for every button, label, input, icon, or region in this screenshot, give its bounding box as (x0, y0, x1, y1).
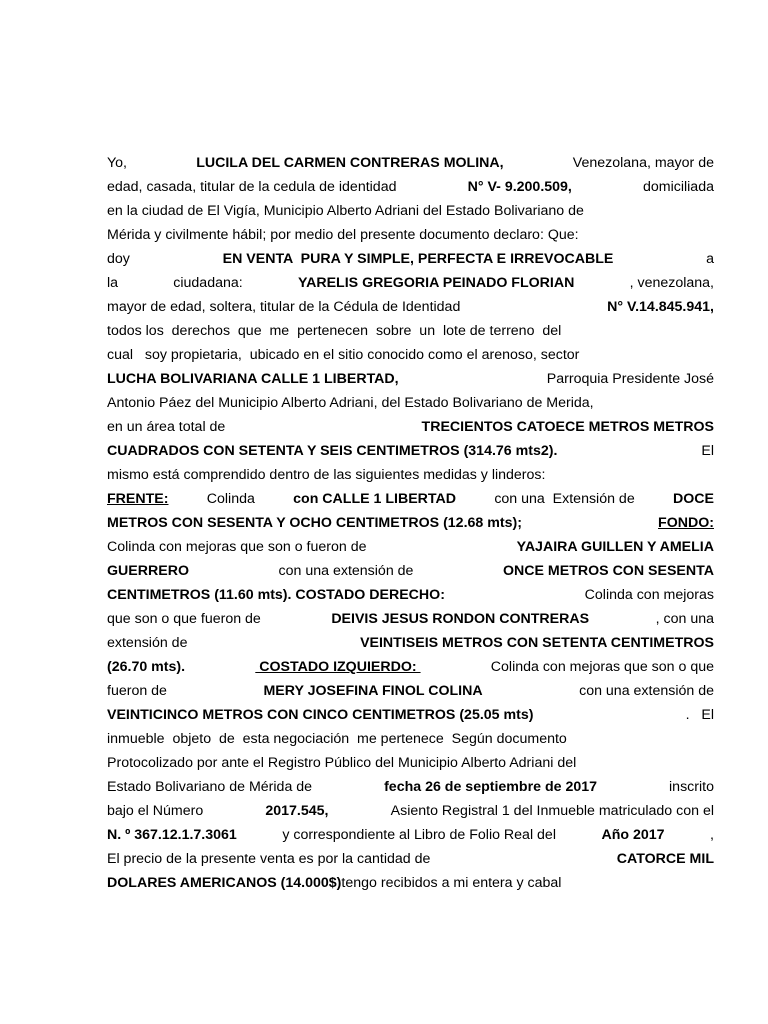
bold-text-segment: METROS CON SESENTA Y OCHO CENTIMETROS (12.68 mts); (107, 515, 522, 531)
text-line (107, 271, 714, 295)
bold-text-segment: Año 2017 (601, 827, 665, 843)
text-line (107, 439, 714, 463)
text-line (107, 655, 714, 679)
text-line (107, 415, 714, 439)
bold-text-segment: DOCE (672, 491, 714, 507)
bold-text-segment: DOLARES AMERICANOS (14.000$) (107, 875, 342, 891)
text-segment: cual soy propietaria, ubicado en el sitio conocido como el arenoso, sector (107, 347, 580, 363)
text-line (107, 295, 714, 319)
text-segment: con una Extensión de (494, 491, 635, 507)
bold-text-segment: CATORCE MIL (616, 851, 714, 867)
text-line (107, 151, 714, 175)
text-segment: con una extensión de (579, 683, 714, 699)
text-segment: en un área total de (107, 419, 226, 435)
text-segment: tengo recibidos a mi entera y cabal (341, 875, 562, 891)
text-line (107, 679, 714, 703)
text-segment: , con una (655, 611, 714, 627)
text-line (107, 343, 714, 367)
bold-text-segment: N. º 367.12.1.7.3061 (107, 827, 237, 843)
text-line (107, 175, 714, 199)
text-segment: , (710, 827, 714, 843)
text-segment: Colinda con mejoras que son o fueron de (107, 539, 367, 555)
text-line (107, 823, 714, 847)
text-line (107, 607, 714, 631)
bold-text-segment: N° V- 9.200.509, (467, 179, 572, 195)
text-line (107, 535, 714, 559)
text-line (107, 871, 714, 895)
bold-text-segment: fecha 26 de septiembre de 2017 (384, 779, 598, 795)
text-segment: Colinda con mejoras (584, 587, 714, 603)
text-segment: El (701, 443, 714, 459)
text-line (107, 727, 714, 751)
bold-text-segment: con CALLE 1 LIBERTAD (293, 491, 457, 507)
text-line (107, 847, 714, 871)
bold-text-segment: VEINTISEIS METROS CON SETENTA CENTIMETROS (360, 635, 714, 651)
text-line (107, 487, 714, 511)
text-line (107, 511, 714, 535)
bold-text-segment: EN VENTA PURA Y SIMPLE, PERFECTA E IRREVOCABLE (222, 251, 614, 267)
text-line (107, 631, 714, 655)
text-segment: fueron de (107, 683, 167, 699)
text-segment: inmueble objeto de esta negociación me pertenece Según documento (107, 731, 567, 747)
bold-text-segment: 2017.545, (265, 803, 329, 819)
bold-text-segment: VEINTICINCO METROS CON CINCO CENTIMETROS (25.05 mts) (107, 707, 534, 723)
bold-text-segment: COSTADO IZQUIERDO: (255, 659, 421, 675)
text-line (107, 583, 714, 607)
text-segment: doy (107, 251, 130, 267)
bold-text-segment: CENTIMETROS (11.60 mts). COSTADO DERECHO: (107, 587, 445, 603)
text-line (107, 367, 714, 391)
text-segment: , venezolana, (629, 275, 714, 291)
text-line (107, 319, 714, 343)
text-segment: extensión de (107, 635, 188, 651)
document-body (107, 151, 714, 895)
bold-text-segment: LUCHA BOLIVARIANA CALLE 1 LIBERTAD, (107, 371, 399, 387)
text-line (107, 463, 714, 487)
text-segment: Venezolana, mayor de (572, 155, 714, 171)
text-line (107, 703, 714, 727)
bold-text-segment: YAJAIRA GUILLEN Y AMELIA (516, 539, 714, 555)
text-segment: en la ciudad de El Vigía, Municipio Alberto Adriani del Estado Bolivariano de (107, 203, 584, 219)
text-line (107, 223, 714, 247)
bold-text-segment: DEIVIS JESUS RONDON CONTRERAS (331, 611, 590, 627)
text-segment: con una extensión de (278, 563, 414, 579)
text-segment: la (107, 275, 119, 291)
text-line (107, 199, 714, 223)
text-segment: Colinda con mejoras que son o que (490, 659, 714, 675)
text-segment: que son o que fueron de (107, 611, 265, 627)
text-segment: bajo el Número (107, 803, 204, 819)
text-segment: mismo está comprendido dentro de las siguientes medidas y linderos: (107, 467, 546, 483)
text-segment: edad, casada, titular de la cedula de identidad (107, 179, 397, 195)
text-segment: El precio de la presente venta es por la cantidad de (107, 851, 431, 867)
text-segment: Yo, (107, 155, 127, 171)
bold-text-segment: FONDO: (658, 515, 714, 531)
text-line (107, 247, 714, 271)
text-line (107, 775, 714, 799)
text-segment: domiciliada (643, 179, 714, 195)
bold-text-segment: FRENTE: (107, 491, 169, 507)
bold-text-segment: LUCILA DEL CARMEN CONTRERAS MOLINA, (196, 155, 504, 171)
text-segment: . El (685, 707, 714, 723)
bold-text-segment: N° V.14.845.941, (607, 299, 714, 315)
bold-text-segment: TRECIENTOS CATOECE METROS METROS (421, 419, 714, 435)
text-segment: ciudadana: (173, 275, 243, 291)
text-segment: Asiento Registral 1 del Inmueble matriculado con el (390, 803, 714, 819)
text-line (107, 559, 714, 583)
bold-text-segment: ONCE METROS CON SESENTA (503, 563, 714, 579)
text-line (107, 799, 714, 823)
bold-text-segment: GUERRERO (107, 563, 189, 579)
text-segment: mayor de edad, soltera, titular de la Cédula de Identidad (107, 299, 461, 315)
text-segment: inscrito (669, 779, 714, 795)
bold-text-segment: (26.70 mts). (107, 659, 186, 675)
text-segment: Parroquia Presidente José (546, 371, 714, 387)
text-segment: Colinda (206, 491, 255, 507)
text-segment: Mérida y civilmente hábil; por medio del presente documento declaro: Que: (107, 227, 579, 243)
text-segment: y correspondiente al Libro de Folio Real del (282, 827, 556, 843)
bold-text-segment: MERY JOSEFINA FINOL COLINA (263, 683, 483, 699)
text-line (107, 391, 714, 415)
text-line (107, 751, 714, 775)
bold-text-segment: CUADRADOS CON SETENTA Y SEIS CENTIMETROS (314.76 mts2). (107, 443, 558, 459)
bold-text-segment: YARELIS GREGORIA PEINADO FLORIAN (297, 275, 575, 291)
text-segment: a (706, 251, 714, 267)
text-segment: Antonio Páez del Municipio Alberto Adriani, del Estado Bolivariano de Merida, (107, 395, 594, 411)
text-segment: Protocolizado por ante el Registro Público del Municipio Alberto Adriani del (107, 755, 577, 771)
text-segment: Estado Bolivariano de Mérida de (107, 779, 313, 795)
text-segment: todos los derechos que me pertenecen sobre un lote de terreno del (107, 323, 562, 339)
